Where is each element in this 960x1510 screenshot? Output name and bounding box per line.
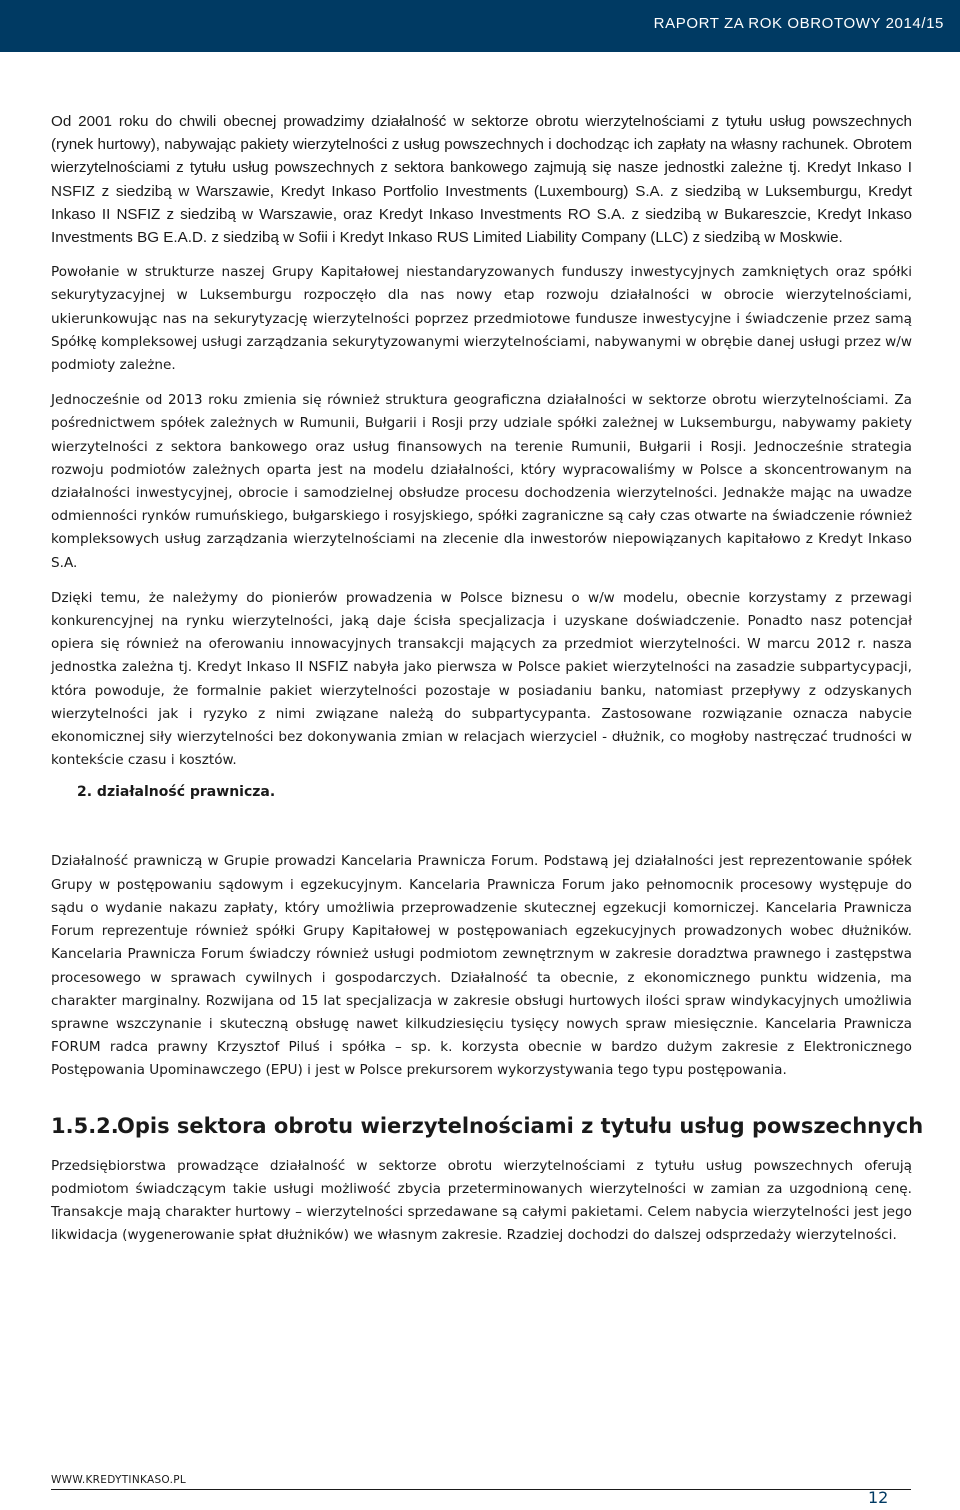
paragraph-group-structure: Powołanie w strukturze naszej Grupy Kapitałowej niestandaryzowanych funduszy inwestycyjnych zamkniętych oraz spółki sekurytyzacyjnej w Luksemburgu rozpoczęło dla nas nowy etap rozwoju działalności w obrocie wierzytelnościami, ukierunkowując nas na sekurytyzację wierzytelności poprzez przedmiotowe fundusze inwestycyjne i świadczenie przez samą Spółkę kompleksowej usługi zarządzania sekurytyzowanymi wierzytelnościami, nabywanymi w obrębie danej usługi przez w/w podmioty zależne. bbox=[51, 264, 912, 374]
section-heading-legal-activity: 2. działalność prawnicza. bbox=[77, 784, 276, 801]
footer-website: WWW.KREDYTINKASO.PL bbox=[51, 1474, 186, 1486]
header-bar bbox=[0, 0, 960, 52]
footer-divider bbox=[51, 1489, 911, 1490]
paragraph-geographic-structure: Jednocześnie od 2013 roku zmienia się również struktura geograficzna działalności w sektorze obrotu wierzytelnościami. Za pośrednictwem spółek zależnych w Rumunii, Bułgarii i Rosji przy udziale spółki zależnej w Luksemburgu, nabywamy pakiety wierzytelności z sektora bankowego oraz usług finansowych na terenie Rumunii, Bułgarii i Rosji. Jednocześnie strategia rozwoju podmiotów zależnych oparta jest na modelu działalności, który wypracowaliśmy w Polsce a skoncentrowanym na działalności inwestycyjnej, obrocie i samodzielnej obsłudze procesu dochodzenia wierzytelności. Jednakże mając na uwadze odmienności rynków rumuńskiego, bułgarskiego i rosyjskiego, spółki zagraniczne są cały czas otwarte na świadczenie również kompleksowych usług zarządzania wierzytelnościami na zlecenie dla inwestorów niepowiązanych kapitałowo z Kredyt Inkaso S.A. bbox=[51, 392, 912, 571]
page-content bbox=[51, 110, 924, 1247]
paragraph-law-firm: Działalność prawniczą w Grupie prowadzi Kancelaria Prawnicza Forum. Podstawą jej działalności jest reprezentowanie spółek Grupy w postępowaniu sądowym i egzekucyjnym. Kancelaria Prawnicza Forum jako pełnomocnik procesowy występuje do sądu o wydanie nakazu zapłaty, który umożliwia przeprowadzenie skutecznej egzekucji komorniczej. Kancelaria Prawnicza Forum reprezentuje również spółki Grupy Kapitałowej w postępowaniach egzekucyjnych prowadzonych wobec dłużników. Kancelaria Prawnicza Forum świadczy również usługi podmiotom zewnętrznym w zakresie doradztwa prawnego i zastępstwa procesowego w sprawach cywilnych i gospodarczych. Działalność ta obecnie, z ekonomicznego punktu widzenia, ma charakter marginalny. Rozwijana od 15 lat specjalizacja w zakresie obsługi hurtowych ilości spraw windykacyjnych umożliwia sprawne wszczynanie i skuteczną obsługę nawet kilkudziesięciu tysięcy nowych spraw miesięcznie. Kancelaria Prawnicza FORUM radca prawny Krzysztof Piluś i spółka – sp. k. korzysta obecnie w bardzo dużym zakresie z Elektronicznego Postępowania Upominawczego (EPU) i jest w Polsce prekursorem wykorzystywania tego typu postępowania. bbox=[51, 853, 912, 1079]
paragraph-sector-description: Przedsiębiorstwa prowadzące działalność w sektorze obrotu wierzytelnościami z tytułu usług powszechnych oferują podmiotom świadczącym takie usługi możliwość zbycia przeterminowanych wierzytelności w zamian za uzgodnioną cenę. Transakcje mają charakter hurtowy – wierzytelności sprzedawane są całymi pakietami. Celem nabycia wierzytelności jest jego likwidacja (wygenerowanie spłat dłużników) we własnym zakresie. Rzadziej dochodzi do dalszej odsprzedaży wierzytelności. bbox=[51, 1157, 912, 1244]
section-number: 1.5.2. bbox=[51, 1113, 119, 1138]
paragraph-debt-trading: Od 2001 roku do chwili obecnej prowadzimy działalność w sektorze obrotu wierzytelnościami z tytułu usług powszechnych (rynek hurtowy), nabywając pakiety wierzytelności z usług powszechnych i dochodząc ich zapłaty na własny rachunek. Obrotem wierzytelnościami z tytułu usług powszechnych z sektora bankowego zajmują się nasze jednostki zależne tj. Kredyt Inkaso I NSFIZ z siedzibą w Warszawie, Kredyt Inkaso Portfolio Investments (Luxembourg) S.A. z siedzibą w Luksemburgu, Kredyt Inkaso II NSFIZ z siedzibą w Warszawie, oraz Kredyt Inkaso Investments RO S.A. z siedzibą w Bukareszcie, Kredyt Inkaso Investments BG E.A.D. z siedzibą w Sofii i Kredyt Inkaso RUS Limited Liability Company (LLC) z siedzibą w Moskwie. bbox=[51, 113, 912, 247]
report-title: RAPORT ZA ROK OBROTOWY 2014/15 bbox=[653, 15, 944, 32]
paragraph-competitive-advantage: Dzięki temu, że należymy do pionierów prowadzenia w Polsce biznesu o w/w modelu, obecnie korzystamy z przewagi konkurencyjnej na rynku wierzytelności, jaką daje ścisła specjalizacja i uzyskane doświadczenie. Ponadto nasz potencjał opiera się również na oferowaniu innowacyjnych transakcji mających za przedmiot wierzytelności. W marcu 2012 r. nasza jednostka zależna tj. Kredyt Inkaso II NSFIZ nabyła jako pierwsza w Polsce pakiet wierzytelności na zasadzie subpartycypacji, która powoduje, że formalnie pakiet wierzytelności pozostaje w posiadaniu banku, natomiast przepływy z odzyskanych wierzytelności jak i ryzyko z nimi związane należą do subpartycypanta. Zastosowane rozwiązanie oznacza nabycie ekonomicznej siły wierzytelności bez dokonywania zmian w relacjach wierzyciel - dłużnik, co mogłoby nastręczać trudności w kontekście czasu i kosztów. bbox=[51, 589, 912, 769]
section-title: Opis sektora obrotu wierzytelnościami z tytułu usług powszechnych bbox=[117, 1113, 924, 1138]
page-number: 12 bbox=[868, 1488, 889, 1507]
section-heading-sector-description bbox=[51, 1111, 924, 1141]
